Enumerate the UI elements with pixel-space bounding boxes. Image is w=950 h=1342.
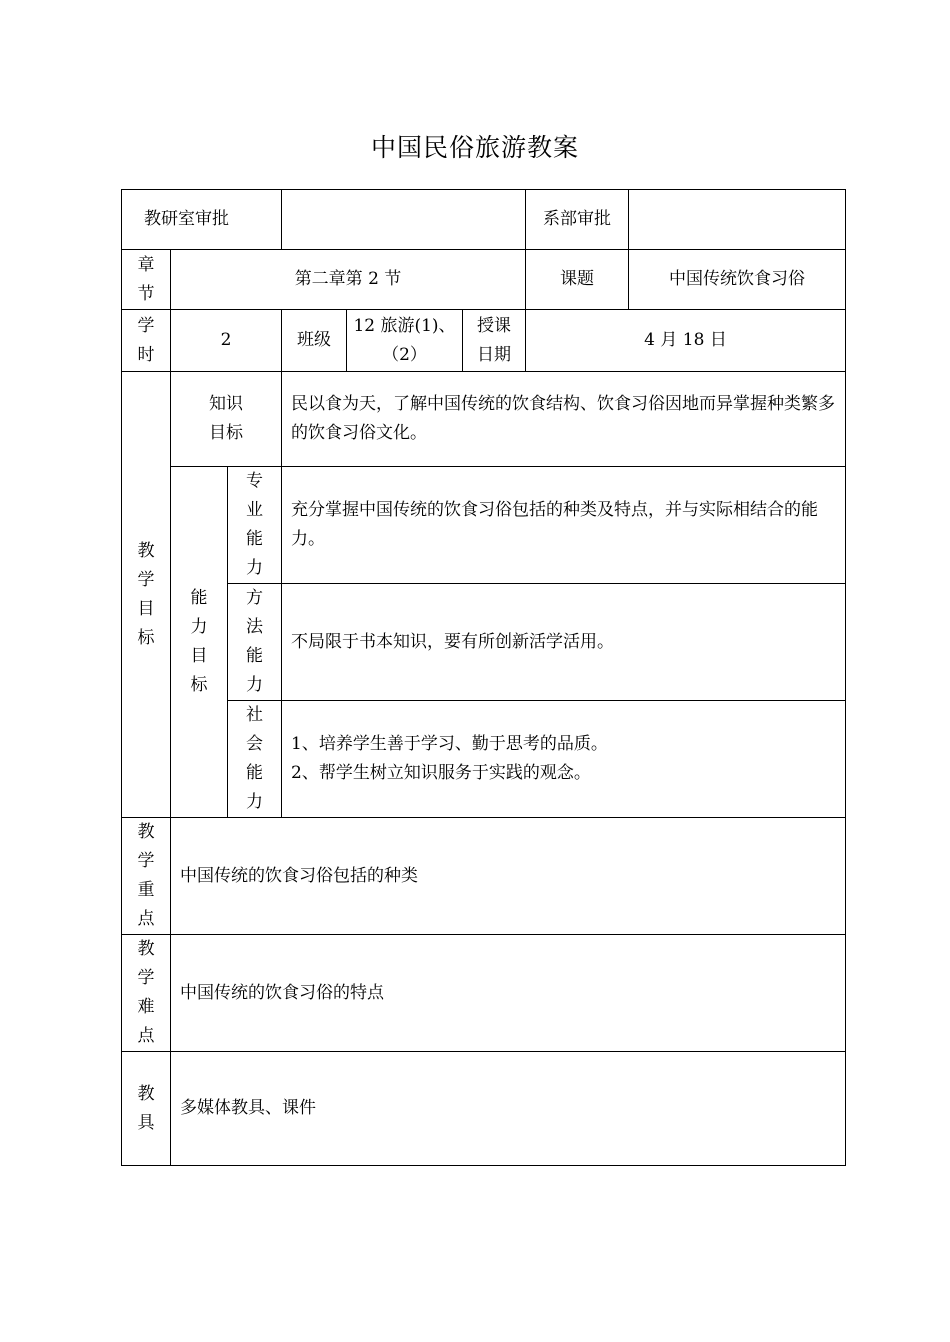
dept-approval-label: 系部审批 xyxy=(526,190,629,250)
knowledge-row xyxy=(122,372,846,467)
topic-label: 课题 xyxy=(526,250,629,310)
date-label: 授课 日期 xyxy=(463,310,526,372)
approval-row xyxy=(122,190,846,250)
knowledge-label: 知识 目标 xyxy=(171,372,282,467)
difficulties-row xyxy=(122,935,846,1052)
method-row xyxy=(122,584,846,701)
key-points-row xyxy=(122,818,846,935)
social-line: 2、帮学生树立知识服务于实践的观念。 xyxy=(291,763,591,783)
ability-label: 能 力 目 标 xyxy=(171,467,228,818)
dept-approval-value xyxy=(629,190,846,250)
chapter-row xyxy=(122,250,846,310)
knowledge-text: 民以食为天，了解中国传统的饮食结构、饮食习俗因地而异掌握种类繁多的饮食习俗文化。 xyxy=(282,372,846,467)
class-value: 12 旅游(1)、 （2） xyxy=(347,310,463,372)
method-label: 方 法 能 力 xyxy=(228,584,282,701)
professional-label: 专 业 能 力 xyxy=(228,467,282,584)
chapter-label: 章 节 xyxy=(122,250,171,310)
office-approval-label: 教研室审批 xyxy=(122,190,282,250)
office-approval-value xyxy=(282,190,526,250)
chapter-value: 第二章第 2 节 xyxy=(171,250,526,310)
social-line: 1、培养学生善于学习、勤于思考的品质。 xyxy=(291,734,608,754)
page-title: 中国民俗旅游教案 xyxy=(370,133,579,162)
hours-row xyxy=(122,310,846,372)
difficulties-label: 教 学 难 点 xyxy=(122,935,171,1052)
date-value: 4 月 18 日 xyxy=(526,310,846,372)
hours-value: 2 xyxy=(171,310,282,372)
key-points-text: 中国传统的饮食习俗包括的种类 xyxy=(171,818,846,935)
objectives-label: 教 学 目 标 xyxy=(122,372,171,818)
social-text xyxy=(282,701,846,818)
tools-label: 教 具 xyxy=(122,1052,171,1166)
hours-label: 学 时 xyxy=(122,310,171,372)
class-label: 班级 xyxy=(282,310,347,372)
tools-text: 多媒体教具、课件 xyxy=(171,1052,846,1166)
social-label: 社 会 能 力 xyxy=(228,701,282,818)
method-text: 不局限于书本知识，要有所创新活学活用。 xyxy=(282,584,846,701)
difficulties-text: 中国传统的饮食习俗的特点 xyxy=(171,935,846,1052)
social-row xyxy=(122,701,846,818)
lesson-plan-table xyxy=(121,189,846,1166)
key-points-label: 教 学 重 点 xyxy=(122,818,171,935)
topic-value: 中国传统饮食习俗 xyxy=(629,250,846,310)
professional-text: 充分掌握中国传统的饮食习俗包括的种类及特点，并与实际相结合的能力。 xyxy=(282,467,846,584)
tools-row xyxy=(122,1052,846,1166)
professional-row xyxy=(122,467,846,584)
